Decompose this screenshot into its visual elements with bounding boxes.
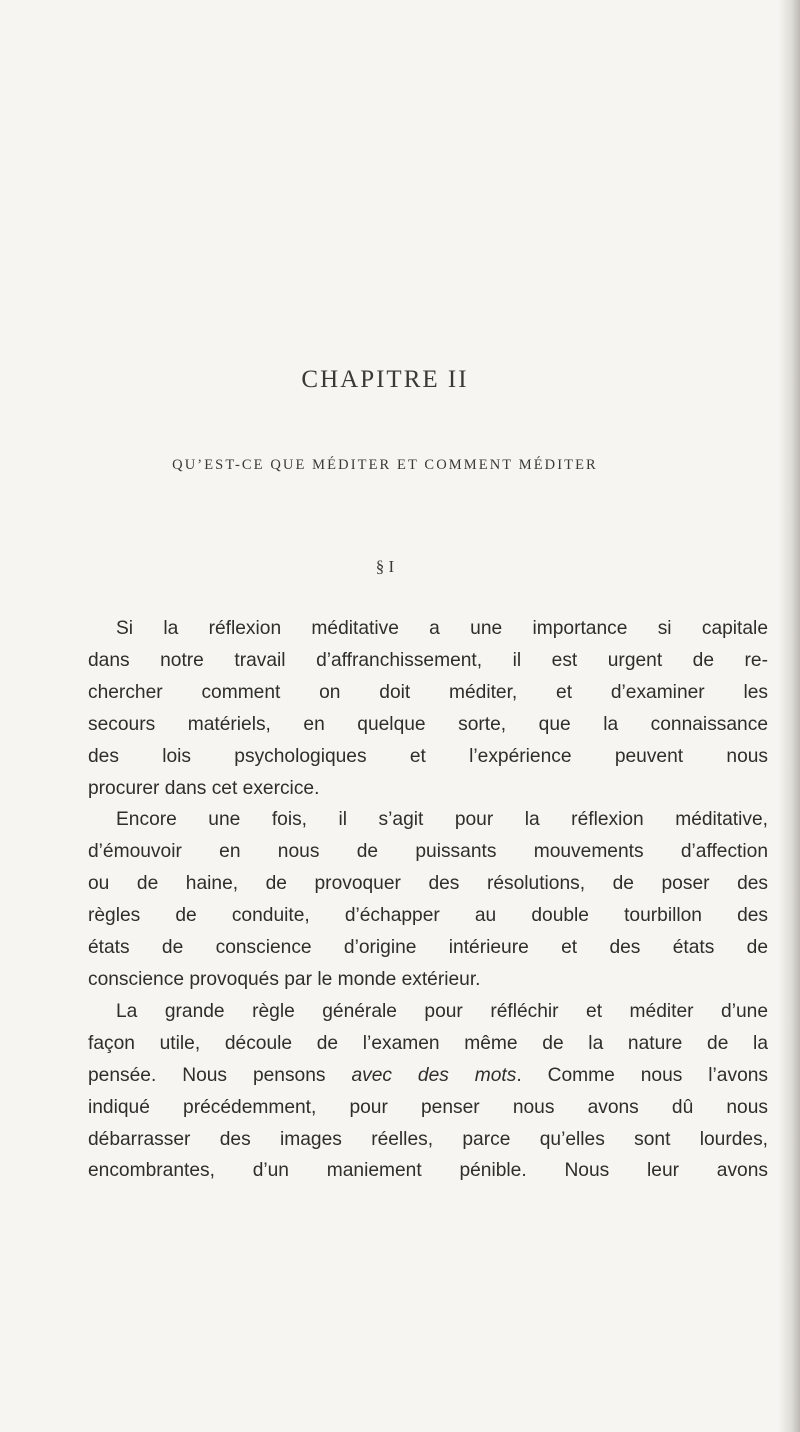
text-line: des lois psychologiques et l’expérience peuvent nous <box>88 745 768 767</box>
text-line: ou de haine, de provoquer des résolutions, de poser des <box>88 873 768 895</box>
text-line: états de conscience d’origine intérieure et des états de <box>88 937 768 959</box>
text-line: d’émouvoir en nous de puissants mouvements d’affection <box>88 841 768 863</box>
body-text <box>88 613 768 1187</box>
text-line: débarrasser des images réelles, parce qu’elles sont lourdes, <box>88 1128 768 1150</box>
text-line: indiqué précédemment, pour penser nous avons dû nous <box>88 1096 768 1118</box>
text-line: procurer dans cet exercice. <box>88 777 320 799</box>
text-segment: . Comme nous l’avons <box>516 1064 768 1086</box>
text-line: règles de conduite, d’échapper au double tourbillon des <box>88 905 768 927</box>
chapter-subtitle: QU’EST-CE QUE MÉDITER ET COMMENT MÉDITER <box>172 457 598 473</box>
section-heading: § I <box>375 557 395 576</box>
text-line: Encore une fois, il s’agit pour la réflexion méditative, <box>116 809 768 831</box>
text-line: encombrantes, d’un maniement pénible. Nous leur avons <box>88 1160 768 1182</box>
paragraph <box>88 804 768 995</box>
text-line: façon utile, découle de l’examen même de la nature de la <box>88 1032 768 1054</box>
italic-emphasis: avec des mots <box>351 1064 517 1086</box>
text-line: secours matériels, en quelque sorte, que la connaissance <box>88 713 768 735</box>
text-line: chercher comment on doit méditer, et d’examiner les <box>88 681 768 703</box>
chapter-title: CHAPITRE II <box>301 366 469 393</box>
text-line: Si la réflexion méditative a une importance si capitale <box>116 618 768 639</box>
text-segment: pensée. Nous pensons <box>88 1064 352 1086</box>
text-line <box>88 1060 768 1092</box>
text-line: conscience provoqués par le monde extérieur. <box>88 968 481 990</box>
page-edge-shadow <box>778 0 800 1432</box>
paragraph <box>88 613 768 804</box>
paragraph <box>88 996 768 1187</box>
text-line: La grande règle générale pour réfléchir et méditer d’une <box>116 1000 768 1022</box>
text-line: dans notre travail d’affranchissement, il est urgent de re- <box>88 649 768 671</box>
